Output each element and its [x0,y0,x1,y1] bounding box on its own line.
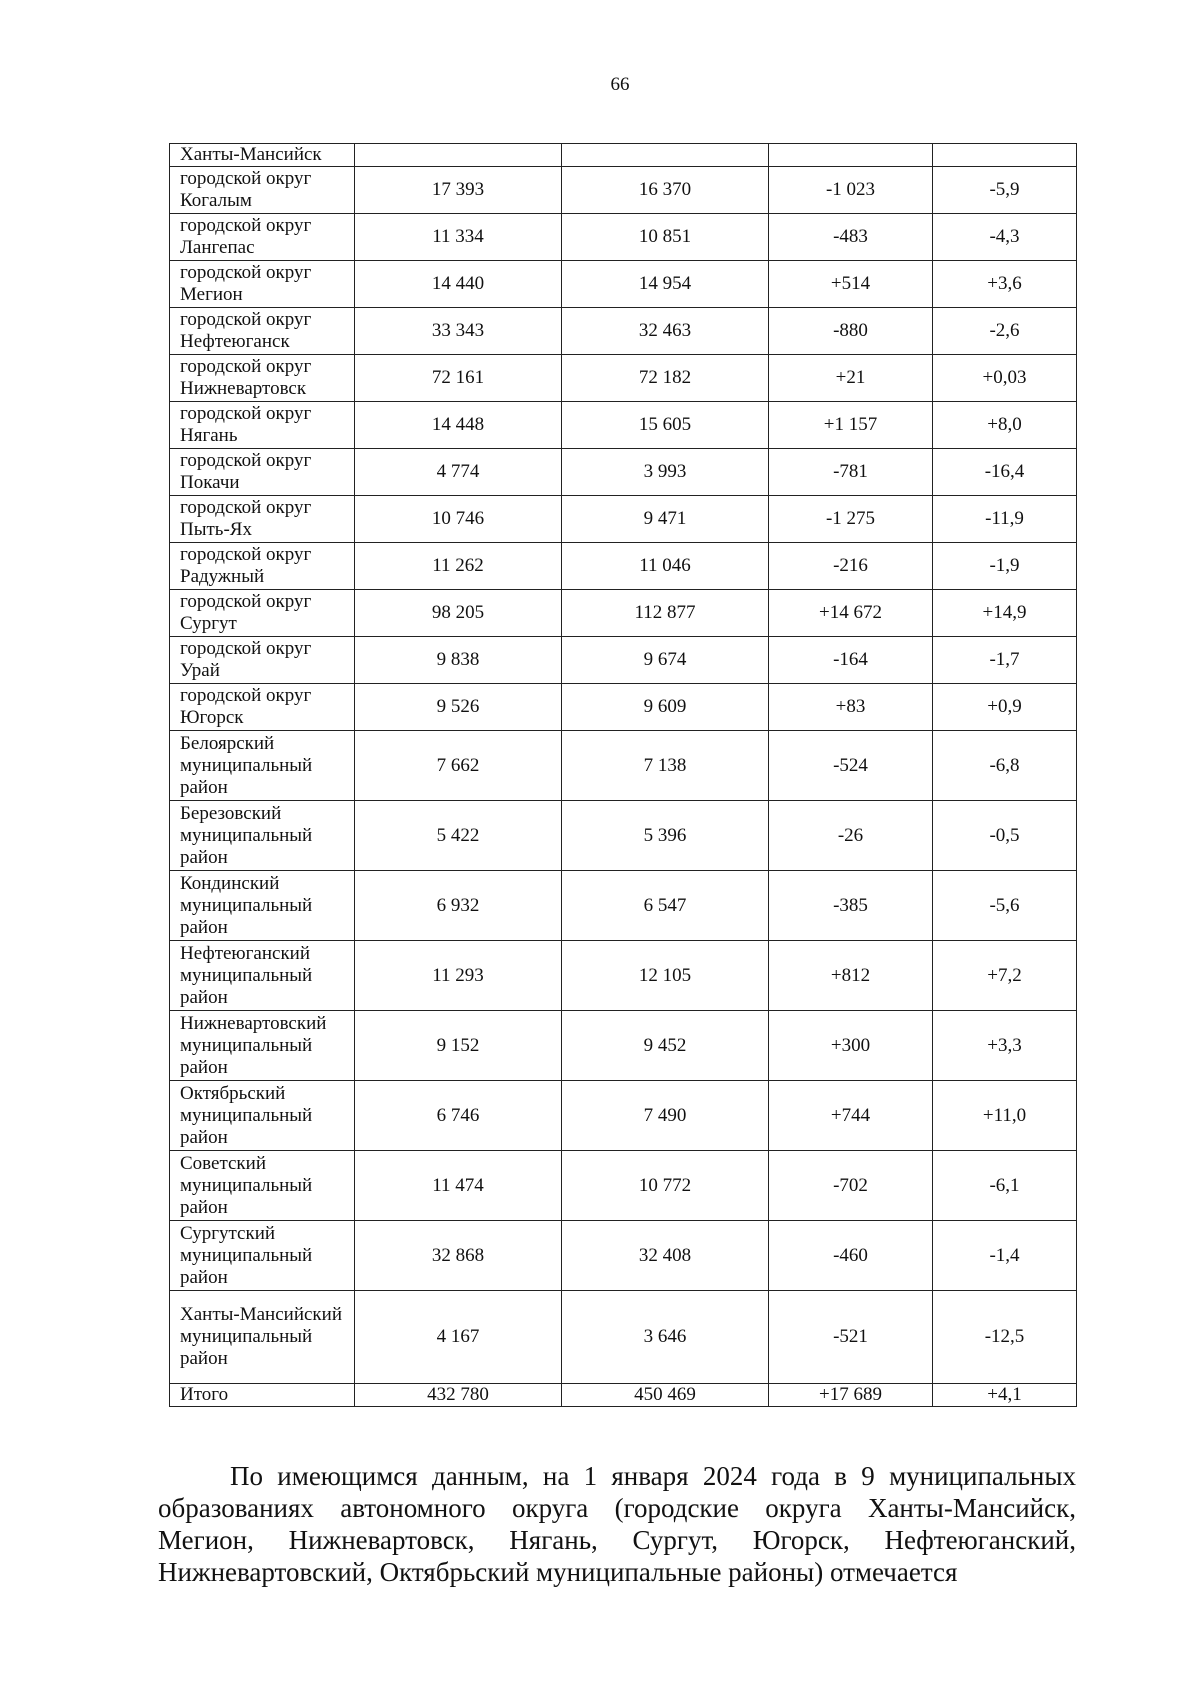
value-cell: 9 452 [562,1011,769,1081]
change-cell [769,144,933,167]
change-cell: -460 [769,1221,933,1291]
table-row [170,167,1077,214]
value-cell: 7 138 [562,731,769,801]
value-cell: 6 547 [562,871,769,941]
value-cell: 7 662 [355,731,562,801]
row-label: Нижневартовский муниципальный район [170,1011,355,1081]
value-cell: 9 609 [562,684,769,731]
value-cell: 10 851 [562,214,769,261]
percent-cell: -6,8 [933,731,1077,801]
table-row [170,402,1077,449]
change-cell: -702 [769,1151,933,1221]
total-percent-cell: +4,1 [933,1384,1077,1407]
value-cell: 72 161 [355,355,562,402]
row-label: Нефтеюганский муниципальный район [170,941,355,1011]
change-cell: -164 [769,637,933,684]
row-label: Октябрьский муниципальный район [170,1081,355,1151]
value-cell: 14 448 [355,402,562,449]
percent-cell: +8,0 [933,402,1077,449]
percent-cell: -16,4 [933,449,1077,496]
value-cell: 9 674 [562,637,769,684]
table-row [170,871,1077,941]
change-cell: -880 [769,308,933,355]
percent-cell: +3,6 [933,261,1077,308]
value-cell: 9 838 [355,637,562,684]
percent-cell: -1,9 [933,543,1077,590]
change-cell: -26 [769,801,933,871]
row-label: Ханты-Мансийский муниципальный район [170,1291,355,1384]
table-row [170,941,1077,1011]
row-label: Ханты-Мансийск [170,144,355,167]
value-cell: 4 167 [355,1291,562,1384]
percent-cell: +0,03 [933,355,1077,402]
percent-cell: -5,6 [933,871,1077,941]
row-label: Советский муниципальный район [170,1151,355,1221]
value-cell: 11 046 [562,543,769,590]
row-label: Кондинский муниципальный район [170,871,355,941]
row-label: Березовский муниципальный район [170,801,355,871]
total-value-cell: 432 780 [355,1384,562,1407]
row-label: городской округ Радужный [170,543,355,590]
body-paragraph: По имеющимся данным, на 1 января 2024 года в 9 муниципальных образованиях автономного округа (городские округа Ханты-Мансийск, Мегион, Нижневартовск, Нягань, Сургут, Югорск, Нефтеюганский, Нижневартовский, Октябрьский муниципальные районы) отмечается [158,1461,1076,1587]
value-cell: 72 182 [562,355,769,402]
row-label: городской округ Пыть-Ях [170,496,355,543]
table-row [170,731,1077,801]
percent-cell: -5,9 [933,167,1077,214]
row-label: городской округ Сургут [170,590,355,637]
table-row [170,144,1077,167]
change-cell: -483 [769,214,933,261]
percent-cell: -0,5 [933,801,1077,871]
percent-cell: -1,7 [933,637,1077,684]
value-cell: 6 746 [355,1081,562,1151]
row-label: городской округ Нягань [170,402,355,449]
value-cell: 98 205 [355,590,562,637]
change-cell: +812 [769,941,933,1011]
value-cell: 14 440 [355,261,562,308]
value-cell: 32 868 [355,1221,562,1291]
row-label: городской округ Нижневартовск [170,355,355,402]
change-cell: +514 [769,261,933,308]
page-number: 66 [610,74,630,95]
row-label: городской округ Урай [170,637,355,684]
value-cell: 32 408 [562,1221,769,1291]
change-cell: -781 [769,449,933,496]
value-cell: 9 526 [355,684,562,731]
percent-cell: +14,9 [933,590,1077,637]
change-cell: -1 275 [769,496,933,543]
row-label: городской округ Мегион [170,261,355,308]
table-row [170,1221,1077,1291]
percent-cell: -4,3 [933,214,1077,261]
row-label: городской округ Нефтеюганск [170,308,355,355]
row-label: городской округ Когалым [170,167,355,214]
table-row [170,637,1077,684]
row-label: Белоярский муниципальный район [170,731,355,801]
value-cell: 6 932 [355,871,562,941]
row-label: городской округ Лангепас [170,214,355,261]
change-cell: -521 [769,1291,933,1384]
table-row [170,355,1077,402]
value-cell: 5 422 [355,801,562,871]
row-label: городской округ Покачи [170,449,355,496]
population-table [169,143,1077,1407]
percent-cell: -11,9 [933,496,1077,543]
change-cell: -524 [769,731,933,801]
value-cell: 10 772 [562,1151,769,1221]
change-cell: +744 [769,1081,933,1151]
percent-cell: +11,0 [933,1081,1077,1151]
value-cell: 12 105 [562,941,769,1011]
value-cell: 10 746 [355,496,562,543]
value-cell: 9 471 [562,496,769,543]
row-label: Сургутский муниципальный район [170,1221,355,1291]
change-cell: +1 157 [769,402,933,449]
value-cell [355,144,562,167]
percent-cell: +3,3 [933,1011,1077,1081]
table-row [170,308,1077,355]
table-row [170,684,1077,731]
table-row [170,543,1077,590]
total-value-cell: 450 469 [562,1384,769,1407]
percent-cell: -1,4 [933,1221,1077,1291]
table-row [170,1151,1077,1221]
total-label: Итого [170,1384,355,1407]
table-row [170,1081,1077,1151]
change-cell: +83 [769,684,933,731]
value-cell: 4 774 [355,449,562,496]
percent-cell: -12,5 [933,1291,1077,1384]
row-label: городской округ Югорск [170,684,355,731]
value-cell: 32 463 [562,308,769,355]
value-cell: 17 393 [355,167,562,214]
table-row [170,261,1077,308]
table-row [170,1291,1077,1384]
total-change-cell: +17 689 [769,1384,933,1407]
value-cell: 11 293 [355,941,562,1011]
change-cell: -216 [769,543,933,590]
value-cell: 9 152 [355,1011,562,1081]
value-cell: 11 474 [355,1151,562,1221]
percent-cell: -2,6 [933,308,1077,355]
percent-cell [933,144,1077,167]
value-cell: 11 262 [355,543,562,590]
value-cell: 5 396 [562,801,769,871]
value-cell: 3 646 [562,1291,769,1384]
table-row [170,214,1077,261]
value-cell: 112 877 [562,590,769,637]
value-cell: 33 343 [355,308,562,355]
value-cell [562,144,769,167]
value-cell: 11 334 [355,214,562,261]
value-cell: 14 954 [562,261,769,308]
value-cell: 16 370 [562,167,769,214]
percent-cell: -6,1 [933,1151,1077,1221]
table-row [170,801,1077,871]
table-row [170,1011,1077,1081]
total-row [170,1384,1077,1407]
change-cell: +300 [769,1011,933,1081]
percent-cell: +0,9 [933,684,1077,731]
value-cell: 7 490 [562,1081,769,1151]
value-cell: 3 993 [562,449,769,496]
table-row [170,496,1077,543]
value-cell: 15 605 [562,402,769,449]
change-cell: +21 [769,355,933,402]
percent-cell: +7,2 [933,941,1077,1011]
table-row [170,590,1077,637]
change-cell: -1 023 [769,167,933,214]
change-cell: -385 [769,871,933,941]
table-row [170,449,1077,496]
change-cell: +14 672 [769,590,933,637]
